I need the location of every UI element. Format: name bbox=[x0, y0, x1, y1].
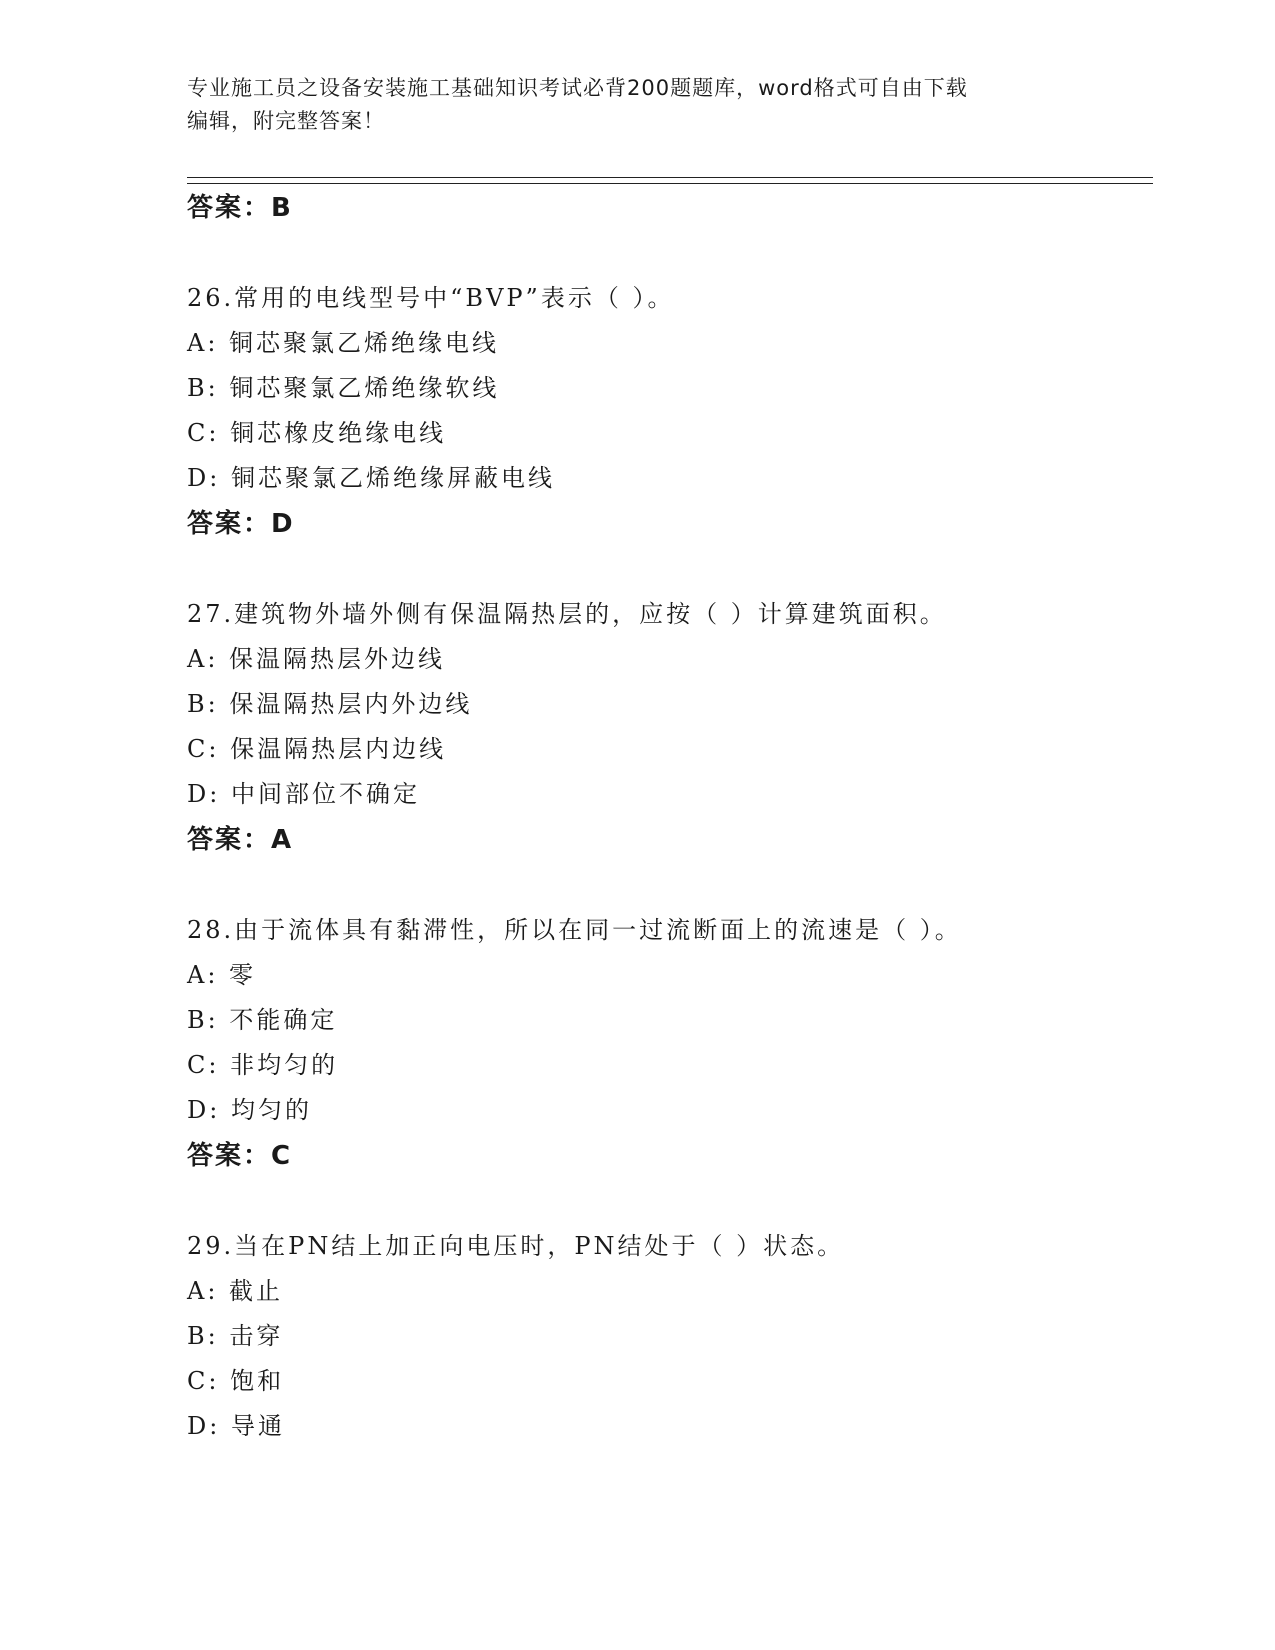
question-29-stem: 29.当在PN结上加正向电压时，PN结处于（ ）状态。 bbox=[187, 1232, 845, 1260]
question-27-option-c: C: 保温隔热层内边线 bbox=[187, 735, 447, 763]
header-line-1: 专业施工员之设备安装施工基础知识考试必背200题题库，word格式可自由下载 bbox=[187, 76, 968, 100]
header-line-2: 编辑，附完整答案！ bbox=[187, 109, 385, 133]
question-26-option-a: A: 铜芯聚氯乙烯绝缘电线 bbox=[187, 329, 500, 357]
question-28-answer: 答案：C bbox=[187, 1141, 293, 1171]
question-29-option-a: A: 截止 bbox=[187, 1277, 284, 1305]
question-26-answer: 答案：D bbox=[187, 509, 295, 539]
question-28-option-a: A: 零 bbox=[187, 961, 257, 989]
question-26-option-c: C: 铜芯橡皮绝缘电线 bbox=[187, 419, 447, 447]
question-27-stem: 27.建筑物外墙外侧有保温隔热层的，应按（ ）计算建筑面积。 bbox=[187, 600, 947, 628]
question-26-option-d: D: 铜芯聚氯乙烯绝缘屏蔽电线 bbox=[187, 464, 555, 492]
question-29-option-c: C: 饱和 bbox=[187, 1367, 285, 1395]
question-28-option-b: B: 不能确定 bbox=[187, 1006, 338, 1034]
question-27-option-d: D: 中间部位不确定 bbox=[187, 780, 420, 808]
question-26-option-b: B: 铜芯聚氯乙烯绝缘软线 bbox=[187, 374, 500, 402]
question-27-answer: 答案：A bbox=[187, 825, 294, 855]
header-divider-top bbox=[187, 177, 1153, 178]
question-28-option-d: D: 均匀的 bbox=[187, 1096, 312, 1124]
question-27-option-a: A: 保温隔热层外边线 bbox=[187, 645, 446, 673]
question-28-stem: 28.由于流体具有黏滞性，所以在同一过流断面上的流速是（ ）。 bbox=[187, 916, 962, 944]
question-28-option-c: C: 非均匀的 bbox=[187, 1051, 339, 1079]
previous-answer: 答案：B bbox=[187, 193, 293, 223]
question-29-option-b: B: 击穿 bbox=[187, 1322, 284, 1350]
header-divider-bottom bbox=[187, 183, 1153, 184]
document-header bbox=[187, 72, 1087, 138]
question-26-stem: 26.常用的电线型号中“BVP”表示（ ）。 bbox=[187, 284, 675, 312]
question-29-option-d: D: 导通 bbox=[187, 1412, 285, 1440]
question-27-option-b: B: 保温隔热层内外边线 bbox=[187, 690, 473, 718]
